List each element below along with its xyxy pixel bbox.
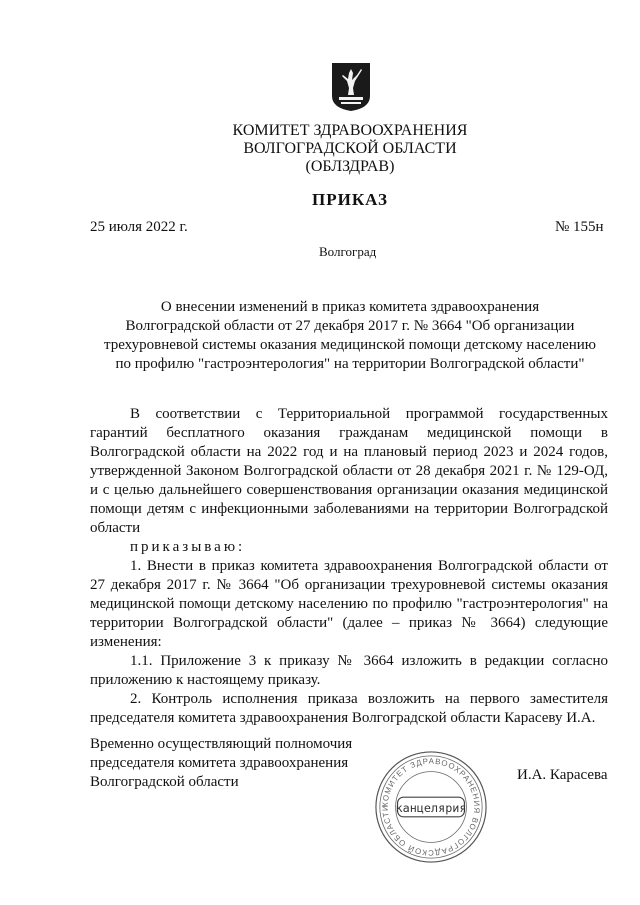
stamp-center-text: канцелярия bbox=[395, 800, 467, 815]
document-subject bbox=[90, 298, 610, 374]
document-body bbox=[90, 405, 608, 728]
organization-name-line1: КОМИТЕТ ЗДРАВООХРАНЕНИЯ bbox=[232, 122, 468, 139]
order-item-2: 2. Контроль исполнения приказа возложить на первого заместителя председателя комитета здравоохранения Волгоградской области Карасеву И.А. bbox=[90, 691, 608, 726]
signatory-position bbox=[90, 735, 352, 792]
volgograd-motherland-emblem-icon bbox=[331, 62, 371, 112]
preamble-paragraph: В соответствии с Территориальной программой государственных гарантий бесплатного оказания гражданам медицинской помощи в Волгоградской области на 2022 год и на плановый период 2023 и 2024 годов, утвержденной Законом Волгоградской области от 28 декабря 2021 г. № 129-ОД, и с целью дальнейшего совершенствования организации оказания медицинской помощи детям с инфекционными заболеваниями на территории Волгоградской области bbox=[90, 406, 608, 536]
subject-line: О внесении изменений в приказ комитета здравоохранения bbox=[160, 299, 540, 315]
office-stamp bbox=[372, 748, 490, 866]
position-line: председателя комитета здравоохранения bbox=[90, 755, 349, 771]
signatory-name: И.А. Карасева bbox=[517, 767, 608, 783]
document-date: 25 июля 2022 г. bbox=[90, 219, 188, 235]
position-line: Временно осуществляющий полномочия bbox=[90, 736, 353, 752]
position-line: Волгоградской области bbox=[90, 774, 239, 790]
subject-line: Волгоградской области от 27 декабря 2017 г. № 3664 "Об организации bbox=[125, 318, 575, 334]
organization-name-line2: ВОЛГОГРАДСКОЙ ОБЛАСТИ bbox=[243, 140, 457, 157]
order-item-1-1: 1.1. Приложение 3 к приказу № 3664 изложить в редакции согласно приложению к настоящему приказу. bbox=[90, 653, 608, 688]
subject-line: трехуровневой системы оказания медицинской помощи детскому населению bbox=[103, 337, 596, 353]
document-city: Волгоград bbox=[319, 244, 377, 259]
document-type-title: ПРИКАЗ bbox=[312, 190, 388, 209]
stamp-ring-text: КОМИТЕТ ЗДРАВООХРАНЕНИЯ ВОЛГОГРАДСКОЙ ОБЛАСТИ bbox=[380, 756, 482, 858]
organization-abbreviation: (ОБЛЗДРАВ) bbox=[305, 158, 395, 175]
order-word: приказываю: bbox=[130, 539, 246, 555]
document-number: № 155н bbox=[555, 219, 604, 235]
order-item-1: 1. Внести в приказ комитета здравоохранения Волгоградской области от 27 декабря 2017 г. № 3664 "Об организации трехуровневой системы оказания медицинской помощи детскому населению по профилю "гастроэнтерология" на территории Волгоградской области" (далее – приказ № 3664) следующие изменения: bbox=[90, 558, 608, 650]
subject-line: по профилю "гастроэнтерология" на территории Волгоградской области" bbox=[115, 356, 585, 372]
